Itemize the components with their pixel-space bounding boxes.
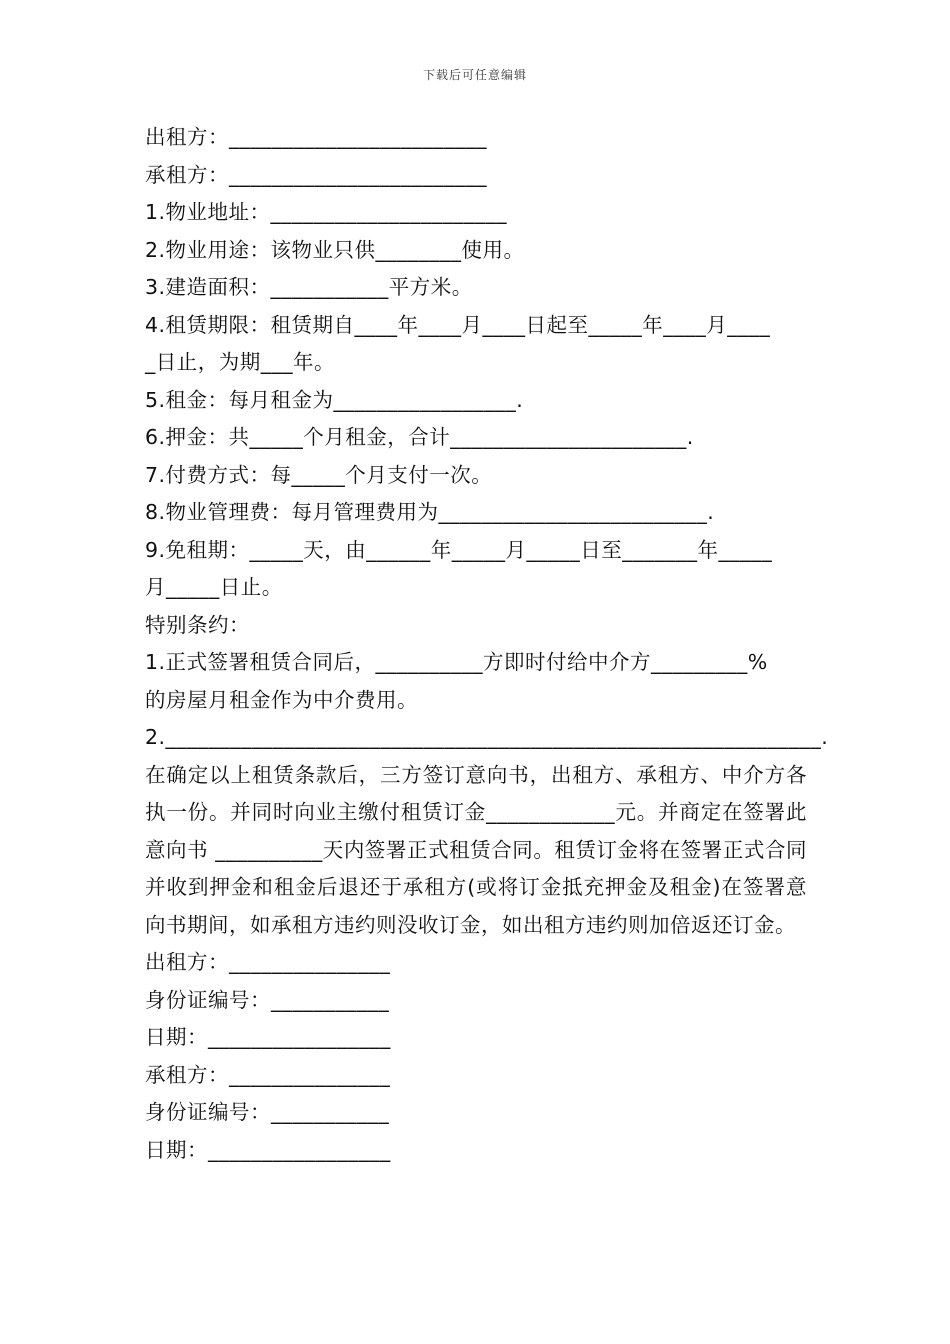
lessee-line: 承租方：________________________ bbox=[145, 162, 487, 187]
page-header: 下载后可任意编辑 bbox=[422, 68, 527, 82]
lessor-line: 出租方：________________________ bbox=[145, 125, 487, 149]
special-term-2: 2._____________________________________________________________. bbox=[145, 725, 829, 749]
property-address-line: 1.物业地址：______________________ bbox=[145, 200, 508, 224]
special-term-1: 1.正式签署租赁合同后，__________方即时付给中介方_________% bbox=[145, 650, 768, 674]
management-fee-line: 8.物业管理费：每月管理费用为_________________________. bbox=[145, 500, 715, 524]
special-term-1-cont: 的房屋月租金作为中介费用。 bbox=[145, 687, 418, 712]
document-body bbox=[145, 119, 829, 1169]
property-use-line: 2.物业用途：该物业只供________使用。 bbox=[145, 237, 525, 262]
rent-free-line-cont: 月_____日止。 bbox=[145, 575, 283, 599]
signature-lessee-date: 日期：_________________ bbox=[145, 1137, 391, 1162]
signature-lessor: 出租方：_______________ bbox=[145, 950, 391, 974]
rent-free-line: 9.免租期：_____天，由______年_____月_____日至_______年_____ bbox=[145, 537, 773, 562]
agreement-paragraph: 在确定以上租赁条款后，三方签订意向书，出租方、承租方、中介方各执一份。并同时向业主缴付租赁订金____________元。并商定在签署此意向书 __________天内签署正式租赁合同。租赁订金将在签署正式合同并收到押金和租金后退还于承租方(或将订金抵充押金及租金)在签署意向书期间，如承租方违约则没收订金，如出租方违约则加倍返还订金。 bbox=[145, 762, 807, 937]
lease-term-line: 4.租赁期限：租赁期自____年____月____日起至_____年____月____ bbox=[145, 312, 771, 337]
lease-term-line-cont: _日止，为期___年。 bbox=[145, 350, 335, 374]
rent-line: 5.租金：每月租金为_________________. bbox=[145, 387, 524, 412]
deposit-line: 6.押金：共_____个月租金，合计______________________. bbox=[145, 425, 694, 449]
building-area-line: 3.建造面积：___________平方米。 bbox=[145, 275, 473, 299]
signature-lessee-id: 身份证编号：___________ bbox=[145, 1100, 390, 1124]
payment-method-line: 7.付费方式：每_____个月支付一次。 bbox=[145, 462, 493, 487]
special-terms-heading: 特别条约： bbox=[145, 612, 250, 637]
signature-lessor-id: 身份证编号：___________ bbox=[145, 987, 390, 1012]
signature-lessee: 承租方：_______________ bbox=[145, 1062, 391, 1087]
signature-lessor-date: 日期：_________________ bbox=[145, 1025, 391, 1049]
